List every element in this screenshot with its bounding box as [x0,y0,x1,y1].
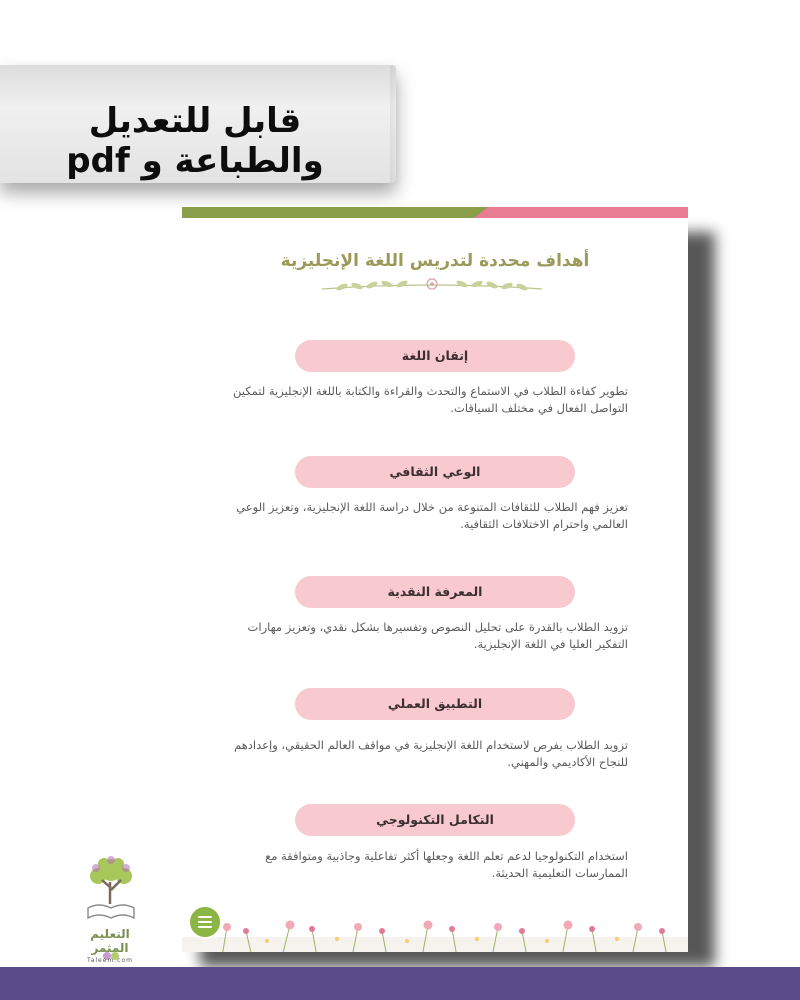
section-body: تعزيز فهم الطلاب للثقافات المتنوعة من خلال دراسة اللغة الإنجليزية، وتعزيز الوعي العالمي واحترام الاختلافات الثقافية. [236,500,628,531]
laurel-ornament-icon [312,277,552,301]
section-body: تزويد الطلاب بالقدرة على تحليل النصوص وتفسيرها بشكل نقدي، وتعزيز مهارات التفكير العليا في اللغة الإنجليزية. [247,620,628,651]
section-heading-pill: المعرفة النقدية [295,576,575,608]
section-body: تطوير كفاءة الطلاب في الاستماع والتحدث والقراءة والكتابة باللغة الإنجليزية لتمكين التواصل الفعال في مختلف السياقات. [233,384,628,415]
document-title: أهداف محددة لتدريس اللغة الإنجليزية [280,251,590,271]
promo-banner-text: قابل للتعديل والطباعة و pdf [66,101,324,181]
promo-banner [0,65,396,183]
logo-name: التعليم المثمر [90,927,130,955]
top-accent-bar-green [182,207,488,218]
footer-bar [0,967,800,1000]
logo-url: Taleem.com [87,957,133,964]
section-body: تزويد الطلاب بفرص لاستخدام اللغة الإنجليزية في مواقف العالم الحقيقي، وإعدادهم للنجاح الأكاديمي والمهني. [234,738,628,769]
section-heading-pill: التطبيق العملي [295,688,575,720]
section-heading-pill: الوعي الثقافي [295,456,575,488]
menu-icon[interactable] [188,905,222,939]
section-heading-pill: إتقان اللغة [295,340,575,372]
flower-border-icon [182,907,688,952]
top-accent-bar-pink [474,207,688,218]
section-heading-pill: التكامل التكنولوجي [295,804,575,836]
document-page [182,207,688,952]
section-body: استخدام التكنولوجيا لدعم تعلم اللغة وجعلها أكثر تفاعلية وجاذبية ومتوافقة مع الممارسات التعليمية الحديثة. [265,849,628,880]
